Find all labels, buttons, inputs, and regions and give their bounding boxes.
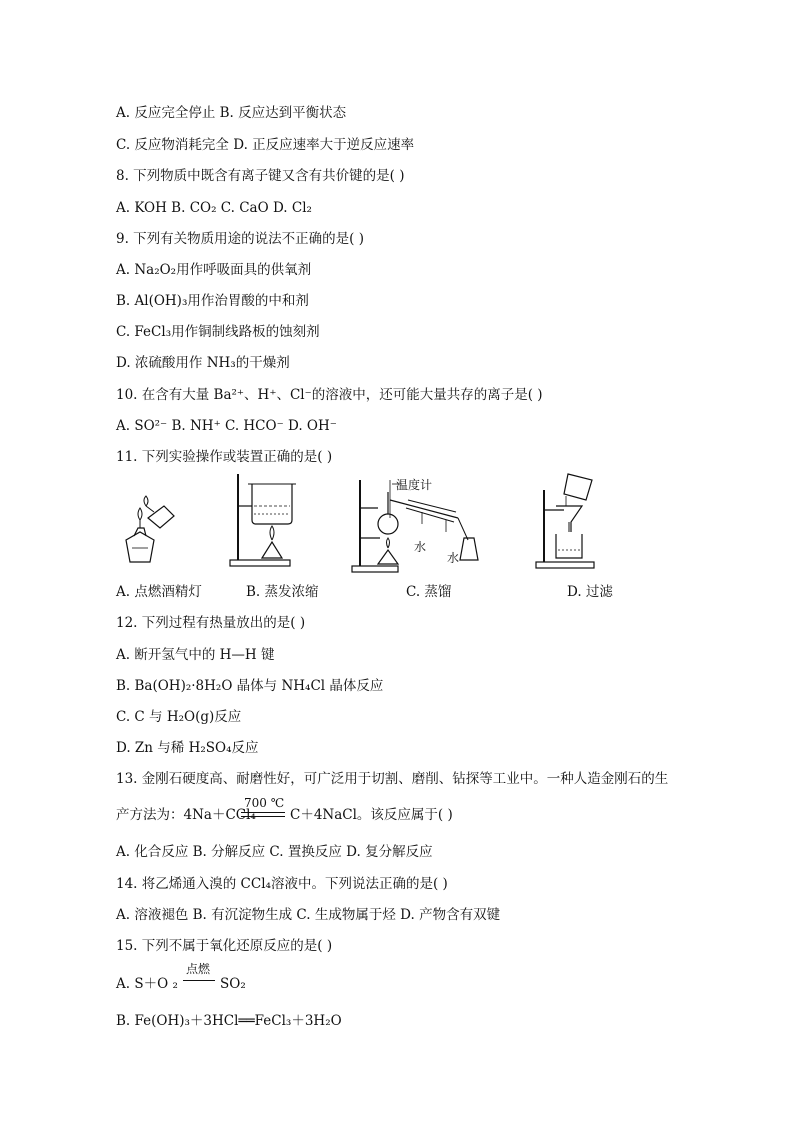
text-line: 11. 下列实验操作或装置正确的是( ) bbox=[116, 449, 333, 465]
q11-label-d: D. 过滤 bbox=[567, 584, 613, 600]
q13-equation-suffix: C＋4NaCl。该反应属于( ) bbox=[290, 807, 453, 823]
q15a-equals-sign bbox=[183, 980, 215, 981]
figure-a-alcohol-lamp bbox=[118, 492, 178, 572]
text-line: D. Zn 与稀 H₂SO₄反应 bbox=[116, 740, 259, 756]
water-out-label: 水 bbox=[447, 551, 460, 565]
text-line: 8. 下列物质中既含有离子键又含有共价键的是( ) bbox=[116, 168, 405, 184]
text-line: 9. 下列有关物质用途的说法不正确的是( ) bbox=[116, 231, 364, 247]
text-line: 13. 金刚石硬度高、耐磨性好，可广泛用于切割、磨削、钻探等工业中。一种人造金刚石的生 bbox=[116, 771, 669, 787]
text-line: B. Ba(OH)₂·8H₂O 晶体与 NH₄Cl 晶体反应 bbox=[116, 678, 384, 694]
text-line: A. KOH B. CO₂ C. CaO D. Cl₂ bbox=[116, 200, 312, 216]
q13-options: A. 化合反应 B. 分解反应 C. 置换反应 D. 复分解反应 bbox=[116, 844, 433, 860]
text-line: A. 溶液褪色 B. 有沉淀物生成 C. 生成物属于烃 D. 产物含有双键 bbox=[116, 907, 501, 923]
text-line: B. Fe(OH)₃＋3HCl══FeCl₃＋3H₂O bbox=[116, 1013, 342, 1029]
q11-label-a: A. 点燃酒精灯 bbox=[116, 584, 202, 600]
q13-equals-sign bbox=[241, 812, 285, 817]
text-line: A. Na₂O₂用作呼吸面具的供氧剂 bbox=[116, 262, 312, 278]
q11-label-c: C. 蒸馏 bbox=[406, 584, 452, 600]
figure-c-distillation bbox=[350, 478, 490, 578]
q15a-prefix: A. S＋O ₂ bbox=[116, 976, 178, 992]
text-line: 15. 下列不属于氧化还原反应的是( ) bbox=[116, 938, 333, 954]
text-line: 14. 将乙烯通入溴的 CCl₄溶液中。下列说法正确的是( ) bbox=[116, 876, 448, 892]
q11-label-b: B. 蒸发浓缩 bbox=[246, 584, 319, 600]
text-line: A. 反应完全停止 B. 反应达到平衡状态 bbox=[116, 105, 347, 121]
text-line: 12. 下列过程有热量放出的是( ) bbox=[116, 615, 306, 631]
figure-d-filtration bbox=[534, 470, 604, 574]
q15a-condition: 点燃 bbox=[186, 962, 211, 976]
text-line: C. FeCl₃用作铜制线路板的蚀刻剂 bbox=[116, 324, 320, 340]
q15a-suffix: SO₂ bbox=[220, 976, 246, 992]
text-line: A. SO²⁻ B. NH⁺ C. HCO⁻ D. OH⁻ bbox=[116, 418, 337, 434]
water-in-label: 水 bbox=[414, 540, 427, 554]
text-line: C. 反应物消耗完全 D. 正反应速率大于逆反应速率 bbox=[116, 137, 415, 153]
figure-b-evaporation bbox=[226, 470, 306, 574]
text-line: 10. 在含有大量 Ba²⁺、H⁺、Cl⁻的溶液中，还可能大量共存的离子是( ) bbox=[116, 387, 543, 403]
q13-equation-prefix: 产方法为：4Na＋CCl₄ bbox=[116, 807, 256, 823]
text-line: B. Al(OH)₃用作治胃酸的中和剂 bbox=[116, 293, 309, 309]
text-line: C. C 与 H₂O(g)反应 bbox=[116, 709, 242, 725]
q13-condition: 700 ℃ bbox=[244, 796, 285, 810]
text-line: A. 断开氢气中的 H—H 键 bbox=[116, 647, 275, 663]
text-line: D. 浓硫酸用作 NH₃的干燥剂 bbox=[116, 355, 290, 371]
thermometer-label: 温度计 bbox=[396, 478, 433, 492]
